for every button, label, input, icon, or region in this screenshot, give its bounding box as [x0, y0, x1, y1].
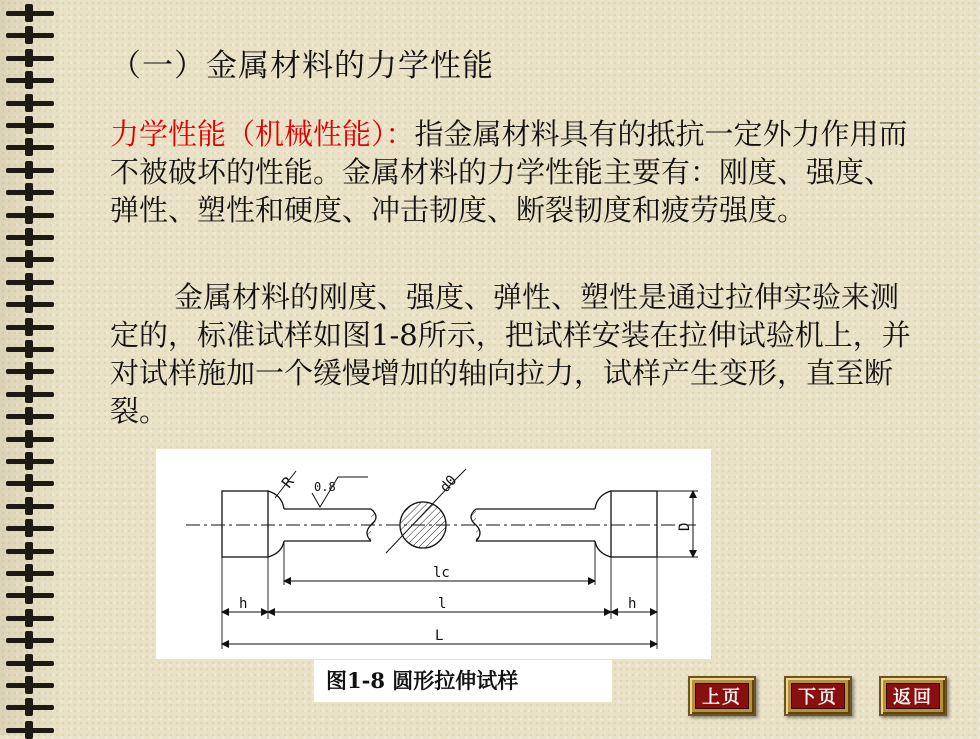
binding-ring-icon [6, 721, 54, 739]
label-roughness: 0.8 [314, 480, 336, 494]
binding-ring-icon [6, 273, 54, 291]
binding-ring-icon [6, 206, 54, 224]
binding-ring-icon [6, 564, 54, 582]
binding-ring-icon [6, 4, 54, 22]
label-h-left: h [239, 596, 248, 612]
binding-ring-icon [6, 183, 54, 201]
label-d: D [677, 522, 693, 531]
figure-caption: 图1-8 圆形拉伸试样 [314, 660, 612, 702]
binding-ring-icon [6, 94, 54, 112]
label-lc: lc [433, 565, 450, 581]
binding-ring-icon [6, 519, 54, 537]
label-r: R [277, 473, 298, 492]
specimen-drawing [156, 449, 711, 659]
label-l: l [438, 596, 447, 612]
binding-ring-icon [6, 497, 54, 515]
description-text: 金属材料的刚度、强度、弹性、塑性是通过拉伸实验来测定的，标准试样如图1-8所示，把试样安装在拉伸试验机上，并对试样施加一个缓慢增加的轴向拉力，试样产生变形，直至断裂。 [110, 280, 911, 428]
binding-ring-icon [6, 116, 54, 134]
tensile-specimen-figure [156, 449, 711, 659]
binding-ring-icon [6, 407, 54, 425]
definition-term: 力学性能（机械性能）： [110, 117, 415, 151]
label-h-right: h [628, 596, 637, 612]
binding-ring-icon [6, 474, 54, 492]
binding-ring-icon [6, 250, 54, 268]
binding-ring-icon [6, 228, 54, 246]
binding-ring-icon [6, 138, 54, 156]
binding-ring-icon [6, 676, 54, 694]
return-button[interactable] [879, 676, 947, 716]
binding-ring-icon [6, 385, 54, 403]
prev-page-label: 上页 [695, 683, 749, 709]
binding-ring-icon [6, 49, 54, 67]
binding-ring-icon [6, 698, 54, 716]
binding-ring-icon [6, 161, 54, 179]
notebook-binding [0, 0, 62, 735]
binding-ring-icon [6, 71, 54, 89]
binding-ring-icon [6, 26, 54, 44]
binding-ring-icon [6, 452, 54, 470]
next-page-button[interactable] [784, 676, 852, 716]
binding-ring-icon [6, 542, 54, 560]
binding-ring-icon [6, 654, 54, 672]
definition-text: 指金属材料具有的抵抗一定外力作用而不被破坏的性能。金属材料的力学性能主要有：刚度、强度、弹性、塑性和硬度、冲击韧度、断裂韧度和疲劳强度。 [110, 117, 908, 227]
return-label: 返回 [886, 683, 940, 709]
label-total-length: L [435, 628, 444, 644]
description-paragraph [110, 278, 920, 430]
definition-paragraph [110, 115, 920, 229]
prev-page-button[interactable] [688, 676, 756, 716]
binding-ring-icon [6, 609, 54, 627]
binding-ring-icon [6, 362, 54, 380]
page-title: （一）金属材料的力学性能 [110, 48, 494, 84]
binding-ring-icon [6, 586, 54, 604]
next-page-label: 下页 [791, 683, 845, 709]
binding-ring-icon [6, 631, 54, 649]
label-d0: d0 [437, 472, 461, 496]
binding-ring-icon [6, 295, 54, 313]
binding-ring-icon [6, 340, 54, 358]
binding-ring-icon [6, 318, 54, 336]
binding-ring-icon [6, 430, 54, 448]
